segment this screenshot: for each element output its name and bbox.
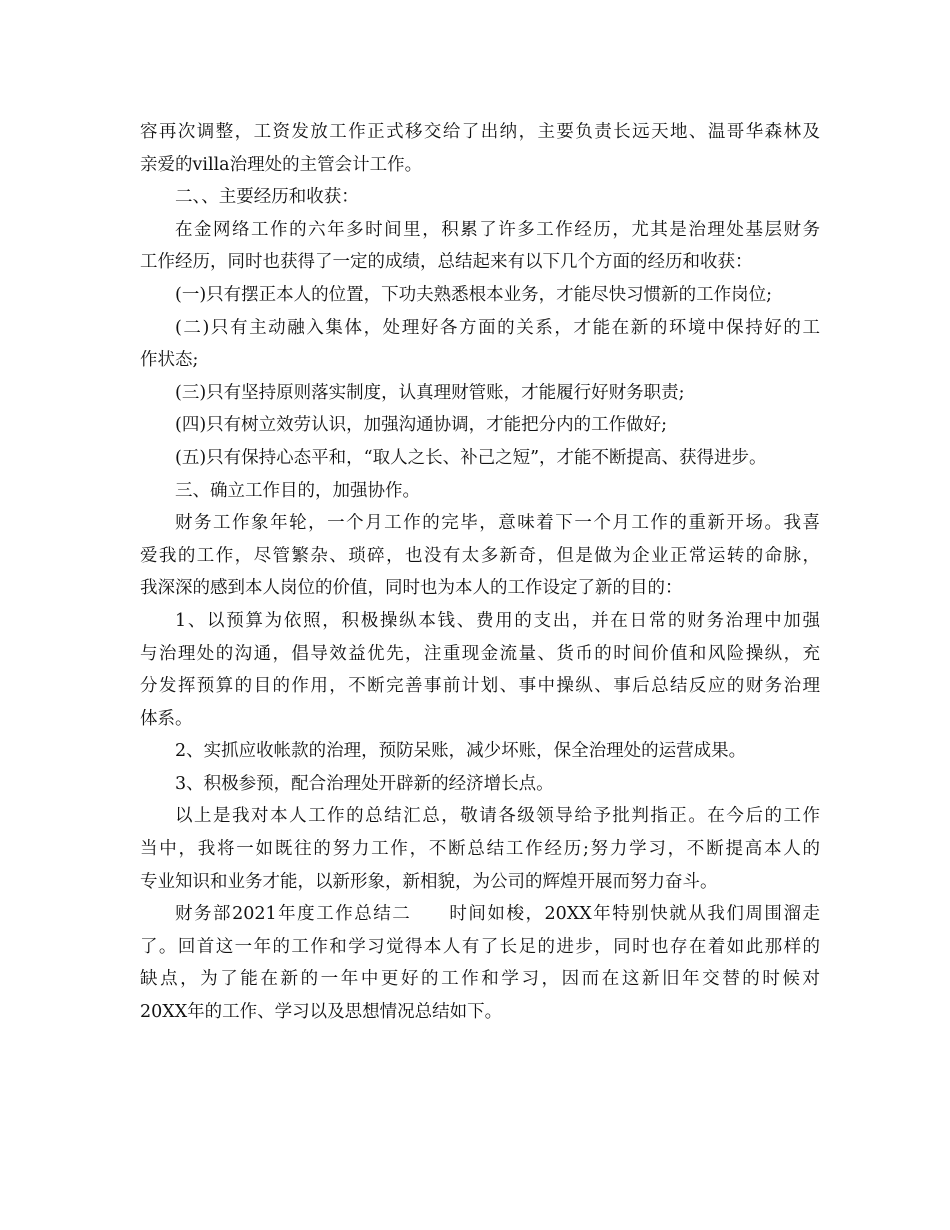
paragraph xyxy=(140,800,820,898)
paragraph xyxy=(140,214,820,279)
paragraph-line: 当中，我将一如既往的努力工作，不断总结工作经历;努力学习，不断提高本人的 xyxy=(140,839,820,860)
paragraph-line: 20XX年的工作、学习以及思想情况总结如下。 xyxy=(140,1002,503,1023)
paragraph-line: 爱我的工作，尽管繁杂、琐碎，也没有太多新奇，但是做为企业正常运转的命脉， xyxy=(140,545,820,566)
paragraph-line: 作状态; xyxy=(140,350,199,371)
paragraph-line: 缺点，为了能在新的一年中更好的工作和学习，因而在这新旧年交替的时候对 xyxy=(140,969,820,990)
paragraph-line: 工作经历，同时也获得了一定的成绩，总结起来有以下几个方面的经历和收获： xyxy=(140,252,753,273)
paragraph-line: (二)只有主动融入集体，处理好各方面的关系，才能在新的环境中保持好的工 xyxy=(175,317,820,338)
paragraph xyxy=(140,475,820,508)
paragraph-line: 我深深的感到本人岗位的价值，同时也为本人的工作设定了新的目的： xyxy=(140,578,683,599)
paragraph-line: (五)只有保持心态平和，“取人之长、补己之短”，才能不断提高、获得进步。 xyxy=(175,447,767,468)
paragraph-line: 与治理处的沟通，倡导效益优先，注重现金流量、货币的时间价值和风险操纵，充 xyxy=(140,643,820,664)
paragraph xyxy=(140,898,820,1028)
paragraph-line: 1、以预算为依照，积极操纵本钱、费用的支出，并在日常的财务治理中加强 xyxy=(175,610,820,631)
paragraph xyxy=(140,605,820,735)
paragraph-line: 专业知识和业务才能，以新形象，新相貌，为公司的辉煌开展而努力奋斗。 xyxy=(140,871,718,892)
paragraph xyxy=(140,409,820,442)
document-body xyxy=(140,116,820,1029)
paragraph-line: (四)只有树立效劳认识，加强沟通协调，才能把分内的工作做好; xyxy=(175,415,668,436)
paragraph xyxy=(140,768,820,801)
paragraph-line: 以上是我对本人工作的总结汇总，敬请各级领导给予批判指正。在今后的工作 xyxy=(175,806,820,827)
paragraph xyxy=(140,312,820,377)
paragraph-line: 分发挥预算的目的作用，不断完善事前计划、事中操纵、事后总结反应的财务治理 xyxy=(140,676,820,697)
paragraph-line: 财务部2021年度工作总结二 时间如梭，20XX年特别快就从我们周围溜走 xyxy=(175,904,820,925)
paragraph xyxy=(140,181,820,214)
paragraph xyxy=(140,377,820,410)
paragraph-line: 亲爱的villa治理处的主管会计工作。 xyxy=(140,154,423,175)
paragraph xyxy=(140,116,820,181)
paragraph-line: 在金网络工作的六年多时间里，积累了许多工作经历，尤其是治理处基层财务 xyxy=(175,219,820,240)
paragraph-line: 二、、主要经历和收获： xyxy=(175,187,359,208)
paragraph xyxy=(140,507,820,605)
paragraph-line: (一)只有摆正本人的位置，下功夫熟悉根本业务，才能尽快习惯新的工作岗位; xyxy=(175,284,773,305)
paragraph-line: 了。回首这一年的工作和学习觉得本人有了长足的进步，同时也存在着如此那样的 xyxy=(140,936,820,957)
paragraph xyxy=(140,735,820,768)
paragraph xyxy=(140,442,820,475)
paragraph-line: 3、积极参预，配合治理处开辟新的经济增长点。 xyxy=(175,773,554,794)
paragraph-line: 三、确立工作目的，加强协作。 xyxy=(175,480,420,501)
paragraph-line: 财务工作象年轮，一个月工作的完毕，意味着下一个月工作的重新开场。我喜 xyxy=(175,513,820,534)
paragraph-line: (三)只有坚持原则落实制度，认真理财管账，才能履行好财务职责; xyxy=(175,382,685,403)
paragraph xyxy=(140,279,820,312)
paragraph-line: 2、实抓应收帐款的治理，预防呆账，减少坏账，保全治理处的运营成果。 xyxy=(175,741,747,762)
paragraph-line: 容再次调整，工资发放工作正式移交给了出纳，主要负责长远天地、温哥华森林及 xyxy=(140,122,820,142)
paragraph-line: 体系。 xyxy=(140,708,193,729)
